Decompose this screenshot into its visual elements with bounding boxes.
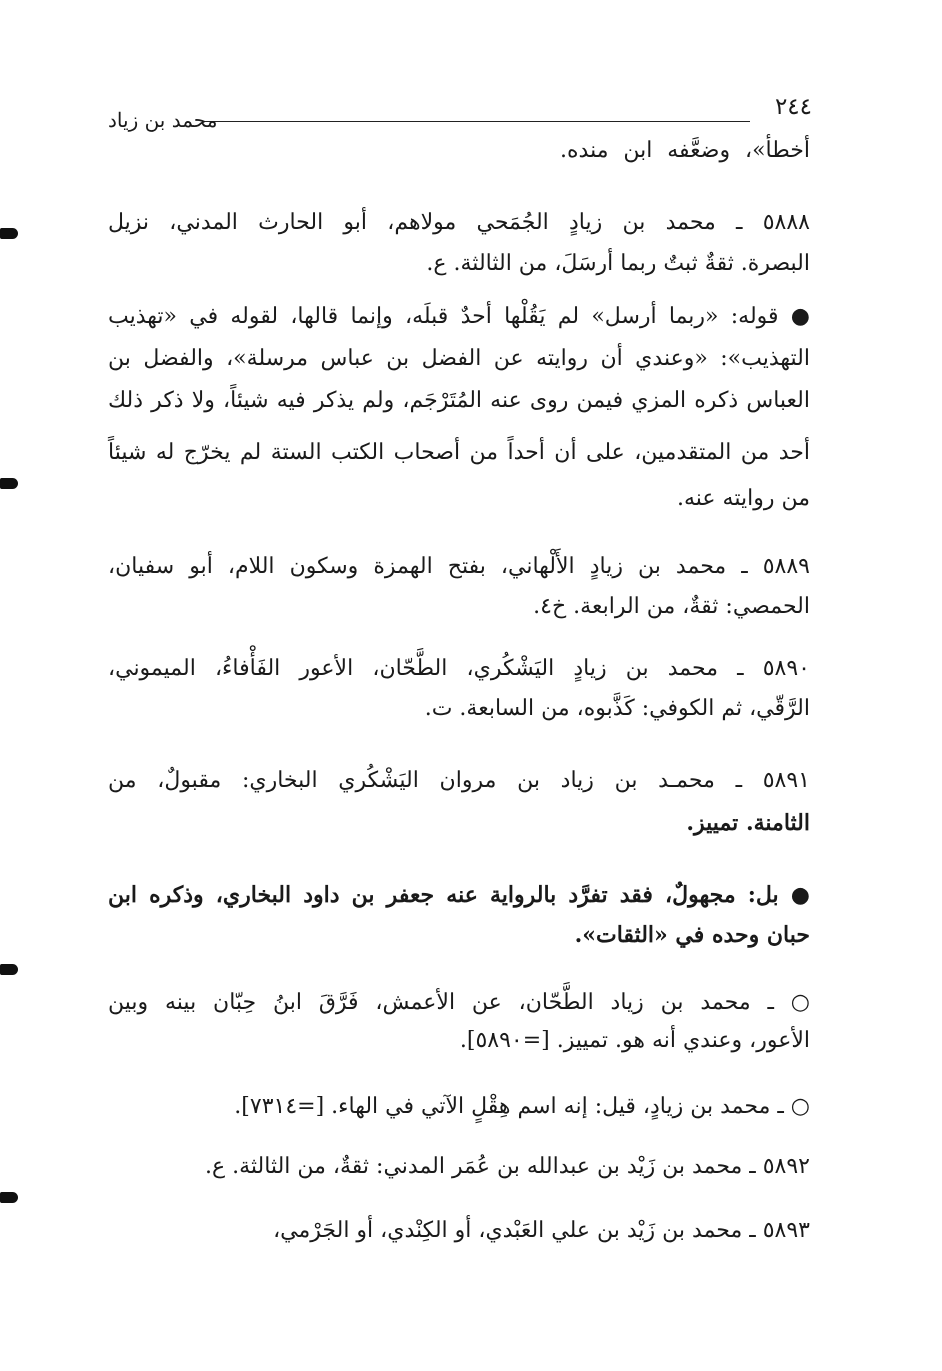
commentary-line: العباس ذكره المزي فيمن روى عنه المُتَرْجَم، ولم يذكر فيه شيئاً، ولا ذكر ذلك [108, 388, 810, 413]
entry-5891-line: الثامنة. تمييز. [686, 810, 810, 836]
scan-edge-mark [0, 228, 18, 239]
commentary-line: من روايته عنه. [677, 486, 810, 511]
scan-edge-mark [0, 1192, 18, 1203]
cross-reference-line: الأعور، وعندي أنه هو. تمييز. [=٥٨٩٠]. [459, 1028, 810, 1053]
cross-reference-line: ○ ـ محمد بن زيادٍ، قيل: إنه اسم هِقْلٍ الآتي في الهاء. [=٧٣١٤]. [234, 1094, 810, 1119]
entry-5888-line: البصرة. ثقةٌ ثبتٌ ربما أرسَلَ، من الثالثة. ع. [426, 251, 810, 276]
entry-5890-line: ٥٨٩٠ ـ محمد بن زيادٍ اليَشْكُري، الطَّحّان، الأعور الفَأْفاءُ، الميموني، [108, 656, 810, 681]
page-header [108, 92, 812, 132]
running-title: محمد بن زياد [108, 108, 218, 132]
entry-5893-line: ٥٨٩٣ ـ محمد بن زَيْد بن علي العَبْدي، أو الكِنْدي، أو الجَرْمي، [273, 1218, 810, 1243]
text-line: أخطأ»، وضعَّفه ابن منده. [560, 138, 810, 163]
entry-5890-line: الرَّقّي، ثم الكوفي: كَذَّبوه، من السابعة. ت. [424, 696, 810, 721]
entry-5892-line: ٥٨٩٢ ـ محمد بن زَيْد بن عبدالله بن عُمَر المدني: ثقةٌ، من الثالثة. ع. [204, 1154, 810, 1179]
entry-5889-line: ٥٨٨٩ ـ محمد بن زيادٍ الأَلْهاني، بفتح الهمزة وسكون اللام، أبو سفيان، [108, 554, 810, 579]
entry-5889-line: الحمصي: ثقةٌ، من الرابعة. خ٤. [533, 594, 810, 619]
commentary-line: ● بل: مجهولٌ، فقد تفرَّد بالرواية عنه جعفر بن داود البخاري، وذكره ابن [108, 882, 810, 908]
page-number: ٢٤٤ [774, 94, 812, 120]
commentary-line: ● قوله: «ربما أرسل» لم يَقُلْها أحدٌ قبلَه، وإنما قالها، لقوله في «تهذيب [108, 304, 810, 329]
cross-reference-line: ○ ـ محمد بن زياد الطَّحّان، عن الأعمش، فَرَّقَ ابنُ حِبّان بينه وبين [108, 990, 810, 1015]
commentary-line: حبان وحده في «الثقات». [574, 922, 810, 948]
scan-edge-mark [0, 478, 18, 489]
commentary-line: التهذيب»: «وعندي أن روايته عن الفضل بن عباس مرسلة»، والفضل بن [108, 346, 810, 371]
commentary-line: أحد من المتقدمين، على أن أحداً من أصحاب الكتب الستة لم يخرّج له شيئاً [108, 440, 810, 465]
entry-5891-line: ٥٨٩١ ـ محمـد بن زياد بن مروان اليَشْكُري البخاري: مقبولٌ، من [108, 768, 810, 793]
scan-edge-mark [0, 964, 18, 975]
entry-5888-line: ٥٨٨٨ ـ محمد بن زيادٍ الجُمَحي مولاهم، أبو الحارث المدني، نزيل [108, 210, 810, 235]
header-rule [204, 121, 750, 122]
